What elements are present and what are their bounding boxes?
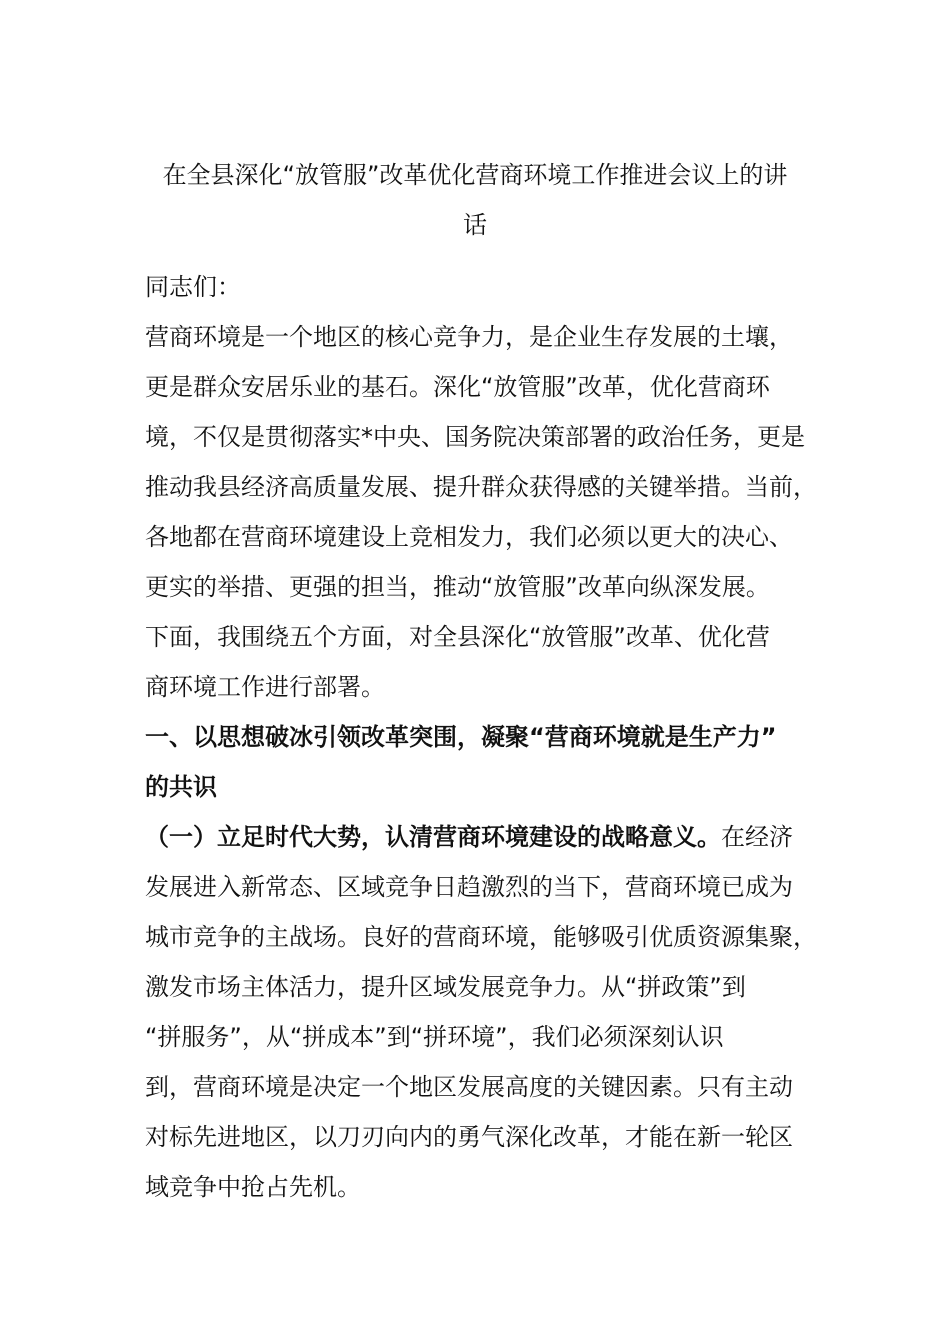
intro-line: 下面，我围绕五个方面，对全县深化“放管服”改革、优化营 [145, 623, 770, 651]
subsection-line: 对标先进地区，以刀刃向内的勇气深化改革，才能在新一轮区 [145, 1123, 793, 1151]
subsection-line: 发展进入新常态、区域竞争日趋激烈的当下，营商环境已成为 [145, 873, 793, 901]
subsection-line: 域竞争中抢占先机。 [145, 1173, 361, 1201]
subsection-first-line [145, 812, 805, 862]
subsection-line: 到，营商环境是决定一个地区发展高度的关键因素。只有主动 [145, 1073, 793, 1101]
subsection-heading: （一）立足时代大势，认清营商环境建设的战略意义。 [145, 823, 721, 851]
intro-line: 更是群众安居乐业的基石。深化“放管服”改革，优化营商环 [145, 373, 770, 401]
subsection-line: “拼服务”，从“拼成本”到“拼环境”，我们必须深刻认识 [145, 1023, 724, 1051]
intro-line: 境，不仅是贯彻落实*中央、国务院决策部署的政治任务，更是 [145, 423, 805, 451]
title-line: 话 [463, 211, 487, 239]
intro-line: 营商环境是一个地区的核心竞争力，是企业生存发展的土壤， [145, 323, 793, 351]
intro-line: 推动我县经济高质量发展、提升群众获得感的关键举措。当前， [145, 473, 817, 501]
subsection-text: 在经济 [721, 823, 793, 851]
document-title [145, 150, 805, 250]
subsection-line: 城市竞争的主战场。良好的营商环境，能够吸引优质资源集聚， [145, 923, 817, 951]
intro-line: 商环境工作进行部署。 [145, 673, 385, 701]
intro-line: 各地都在营商环境建设上竞相发力，我们必须以更大的决心、 [145, 523, 793, 551]
subsection-line: 激发市场主体活力，提升区域发展竞争力。从“拼政策”到 [145, 973, 746, 1001]
intro-line: 更实的举措、更强的担当，推动“放管服”改革向纵深发展。 [145, 573, 770, 601]
section-heading-line: 一、以思想破冰引领改革突围，凝聚“营商环境就是生产力” [145, 723, 777, 751]
salutation: 同志们： [145, 273, 241, 301]
document-body [145, 262, 817, 1212]
title-line: 在全县深化“放管服”改革优化营商环境工作推进会议上的讲 [162, 161, 788, 189]
section-heading-line: 的共识 [145, 773, 217, 801]
